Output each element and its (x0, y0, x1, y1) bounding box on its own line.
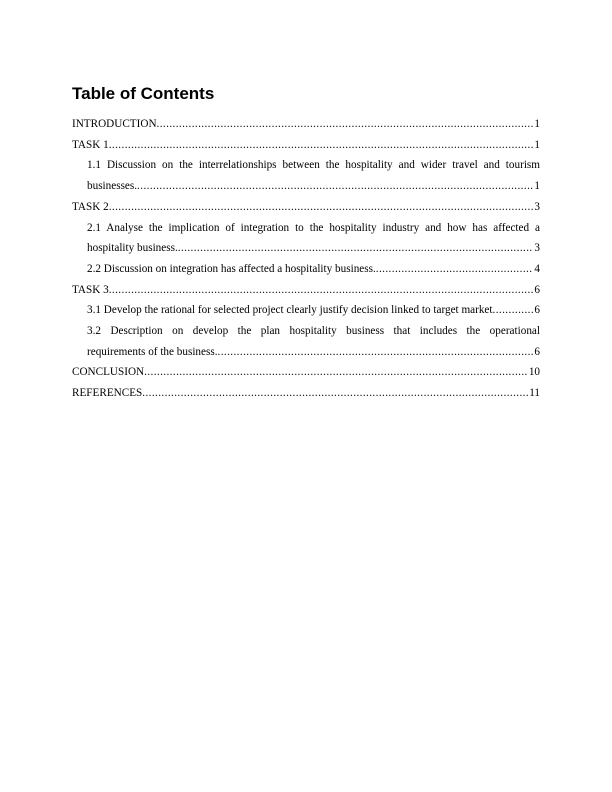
dot-leader (109, 135, 534, 156)
toc-page-number: 1 (534, 180, 540, 193)
toc-entry-label: TASK 2 (72, 200, 109, 213)
dot-leader (109, 197, 534, 218)
toc-entry-label: REFERENCES (72, 387, 143, 400)
toc-page-number: 4 (534, 262, 540, 275)
dot-leader (142, 383, 528, 404)
dot-leader (493, 300, 534, 321)
dot-leader (376, 259, 534, 280)
toc-entry-1-1[interactable] (72, 155, 540, 196)
toc-entry-label: INTRODUCTION (72, 118, 157, 130)
document-page (72, 84, 540, 404)
dot-leader (109, 280, 534, 301)
toc-list (72, 114, 540, 404)
toc-page-number: 6 (534, 283, 540, 296)
toc-page-number: 1 (534, 118, 540, 130)
toc-entry-task-1[interactable] (72, 135, 540, 156)
toc-entry-2-2[interactable] (72, 259, 540, 280)
toc-entry-label: TASK 1 (72, 138, 109, 151)
toc-page-number: 6 (534, 304, 540, 317)
toc-page-number: 11 (529, 387, 540, 400)
toc-entry-label: TASK 3 (72, 283, 109, 296)
toc-entry-conclusion[interactable] (72, 362, 540, 383)
toc-page-number: 1 (534, 138, 540, 151)
dot-leader (178, 238, 534, 259)
dot-leader (157, 114, 534, 135)
toc-entry-task-3[interactable] (72, 280, 540, 301)
toc-entry-task-2[interactable] (72, 197, 540, 218)
toc-entry-label: 3.1 Develop the rational for selected project clearly justify decision linked to target market (87, 304, 493, 317)
toc-entry-3-2[interactable] (72, 321, 540, 362)
toc-entry-label: CONCLUSION (72, 366, 145, 379)
toc-entry-introduction[interactable] (72, 114, 540, 135)
toc-entry-line: businesses. (87, 180, 138, 193)
toc-entry-line: 1.1 Discussion on the interrelationships between the hospitality and wider travel and tourism (87, 159, 540, 172)
toc-entry-label: 2.2 Discussion on integration has affected a hospitality business. (87, 262, 376, 275)
dot-leader (218, 342, 534, 363)
toc-page-number: 10 (528, 366, 540, 379)
toc-title: Table of Contents (72, 84, 215, 103)
toc-entry-line: requirements of the business. (87, 345, 218, 358)
dot-leader (144, 362, 528, 383)
toc-entry-3-1[interactable] (72, 300, 540, 321)
toc-entry-references[interactable] (72, 383, 540, 404)
toc-page-number: 3 (534, 200, 540, 213)
toc-page-number: 6 (534, 345, 540, 358)
toc-entry-line: 2.1 Analyse the implication of integration to the hospitality industry and how has affected a (87, 221, 540, 234)
toc-entry-2-1[interactable] (72, 218, 540, 259)
dot-leader (137, 176, 533, 197)
toc-entry-line: hospitality business. (87, 242, 178, 255)
toc-page-number: 3 (534, 242, 540, 255)
toc-entry-line: 3.2 Description on develop the plan hospitality business that includes the operational (87, 325, 540, 338)
